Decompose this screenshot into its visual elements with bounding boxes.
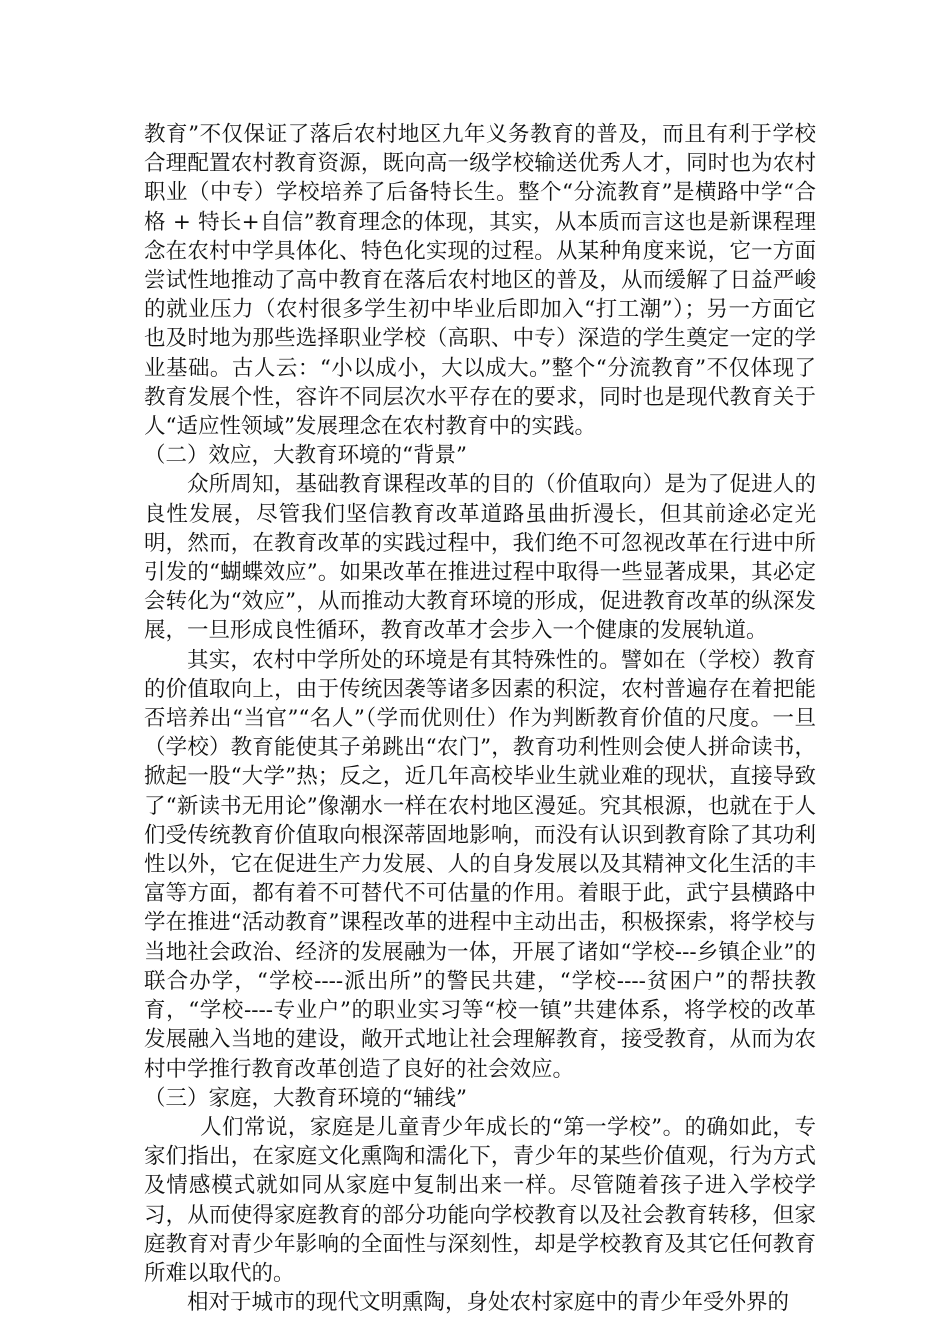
paragraph-rural-family: 相对于城市的现代文明熏陶，身处农村家庭中的青少年受外界的	[187, 1290, 790, 1316]
paragraph-diversion-education: 教育”不仅保证了落后农村地区九年义务教育的普及，而且有利于学校合理配置农村教育资源，既向高一级学校输送优秀人才，同时也为农村职业（中专）学校培养了后备特长生。整个“分流教育”是横路中学“合格 + 特长+自信”教育理念的体现，其实，从本质而言这也是新课程理念在农村中学具体化、特色化实现的过程。从某种角度来说，它一方面尝试性地推动了高中教育在落后农村地区的普及，从而缓解了日益严峻的就业压力（农村很多学生初中毕业后即加入“打工潮”）；另一方面它也及时地为那些选择职业学校（高职、中专）深造的学生奠定一定的学业基础。古人云：“小以成小，大以成大。”整个“分流教育”不仅体现了教育发展个性，容许不同层次水平存在的要求，同时也是现代教育关于人“适应性领域”发展理念在农村教育中的实践。	[144, 122, 816, 440]
paragraph-butterfly-effect: 众所周知，基础教育课程改革的目的（价值取向）是为了促进人的良性发展，尽管我们坚信教育改革道路虽曲折漫长，但其前途必定光明，然而，在教育改革的实践过程中，我们绝不可忽视改革在行进中所引发的“蝴蝶效应”。如果改革在推进过程中取得一些显著成果，其必定会转化为“效应”，从而推动大教育环境的形成，促进教育改革的纵深发展，一旦形成良性循环，教育改革才会步入一个健康的发展轨道。	[144, 472, 816, 644]
document-page	[144, 120, 816, 1317]
paragraph-rural-environment: 其实，农村中学所处的环境是有其特殊性的。譬如在（学校）教育的价值取向上，由于传统因袭等诸多因素的积淀，农村普遍存在着把能否培养出“当官”“名人”（学而优则仕）作为判断教育价值的尺度。一旦（学校）教育能使其子弟跳出“农门”，教育功利性则会使人拼命读书，掀起一股“大学”热；反之，近几年高校毕业生就业难的现状，直接导致了“新读书无用论”像潮水一样在农村地区漫延。究其根源，也就在于人们受传统教育价值取向根深蒂固地影响，而没有认识到教育除了其功利性以外，它在促进生产力发展、人的自身发展以及其精神文化生活的丰富等方面，都有着不可替代不可估量的作用。着眼于此，武宁县横路中学在推进“活动教育”课程改革的进程中主动出击，积极探索，将学校与当地社会政治、经济的发展融为一体，开展了诸如“学校---乡镇企业”的联合办学，“学校----派出所”的警民共建，“学校----贫困户”的帮扶教育，“学校----专业户”的职业实习等“校一镇”共建体系，将学校的改革发展融入当地的建设，敞开式地让社会理解教育，接受教育，从而为农村中学推行教育改革创造了良好的社会效应。	[144, 647, 816, 1082]
section-heading-family: （三）家庭，大教育环境的“辅线”	[144, 1085, 467, 1111]
paragraph-family-school: 人们常说，家庭是儿童青少年成长的“第一学校”。的确如此，专家们指出，在家庭文化熏陶和濡化下，青少年的某些价值观，行为方式及情感模式就如同从家庭中复制出来一样。尽管随着孩子进入学校学习，从而使得家庭教育的部分功能向学校教育以及社会教育转移，但家庭教育对青少年影响的全面性与深刻性，却是学校教育及其它任何教育所难以取代的。	[144, 1114, 816, 1286]
section-heading-effect: （二）效应，大教育环境的“背景”	[144, 443, 467, 469]
